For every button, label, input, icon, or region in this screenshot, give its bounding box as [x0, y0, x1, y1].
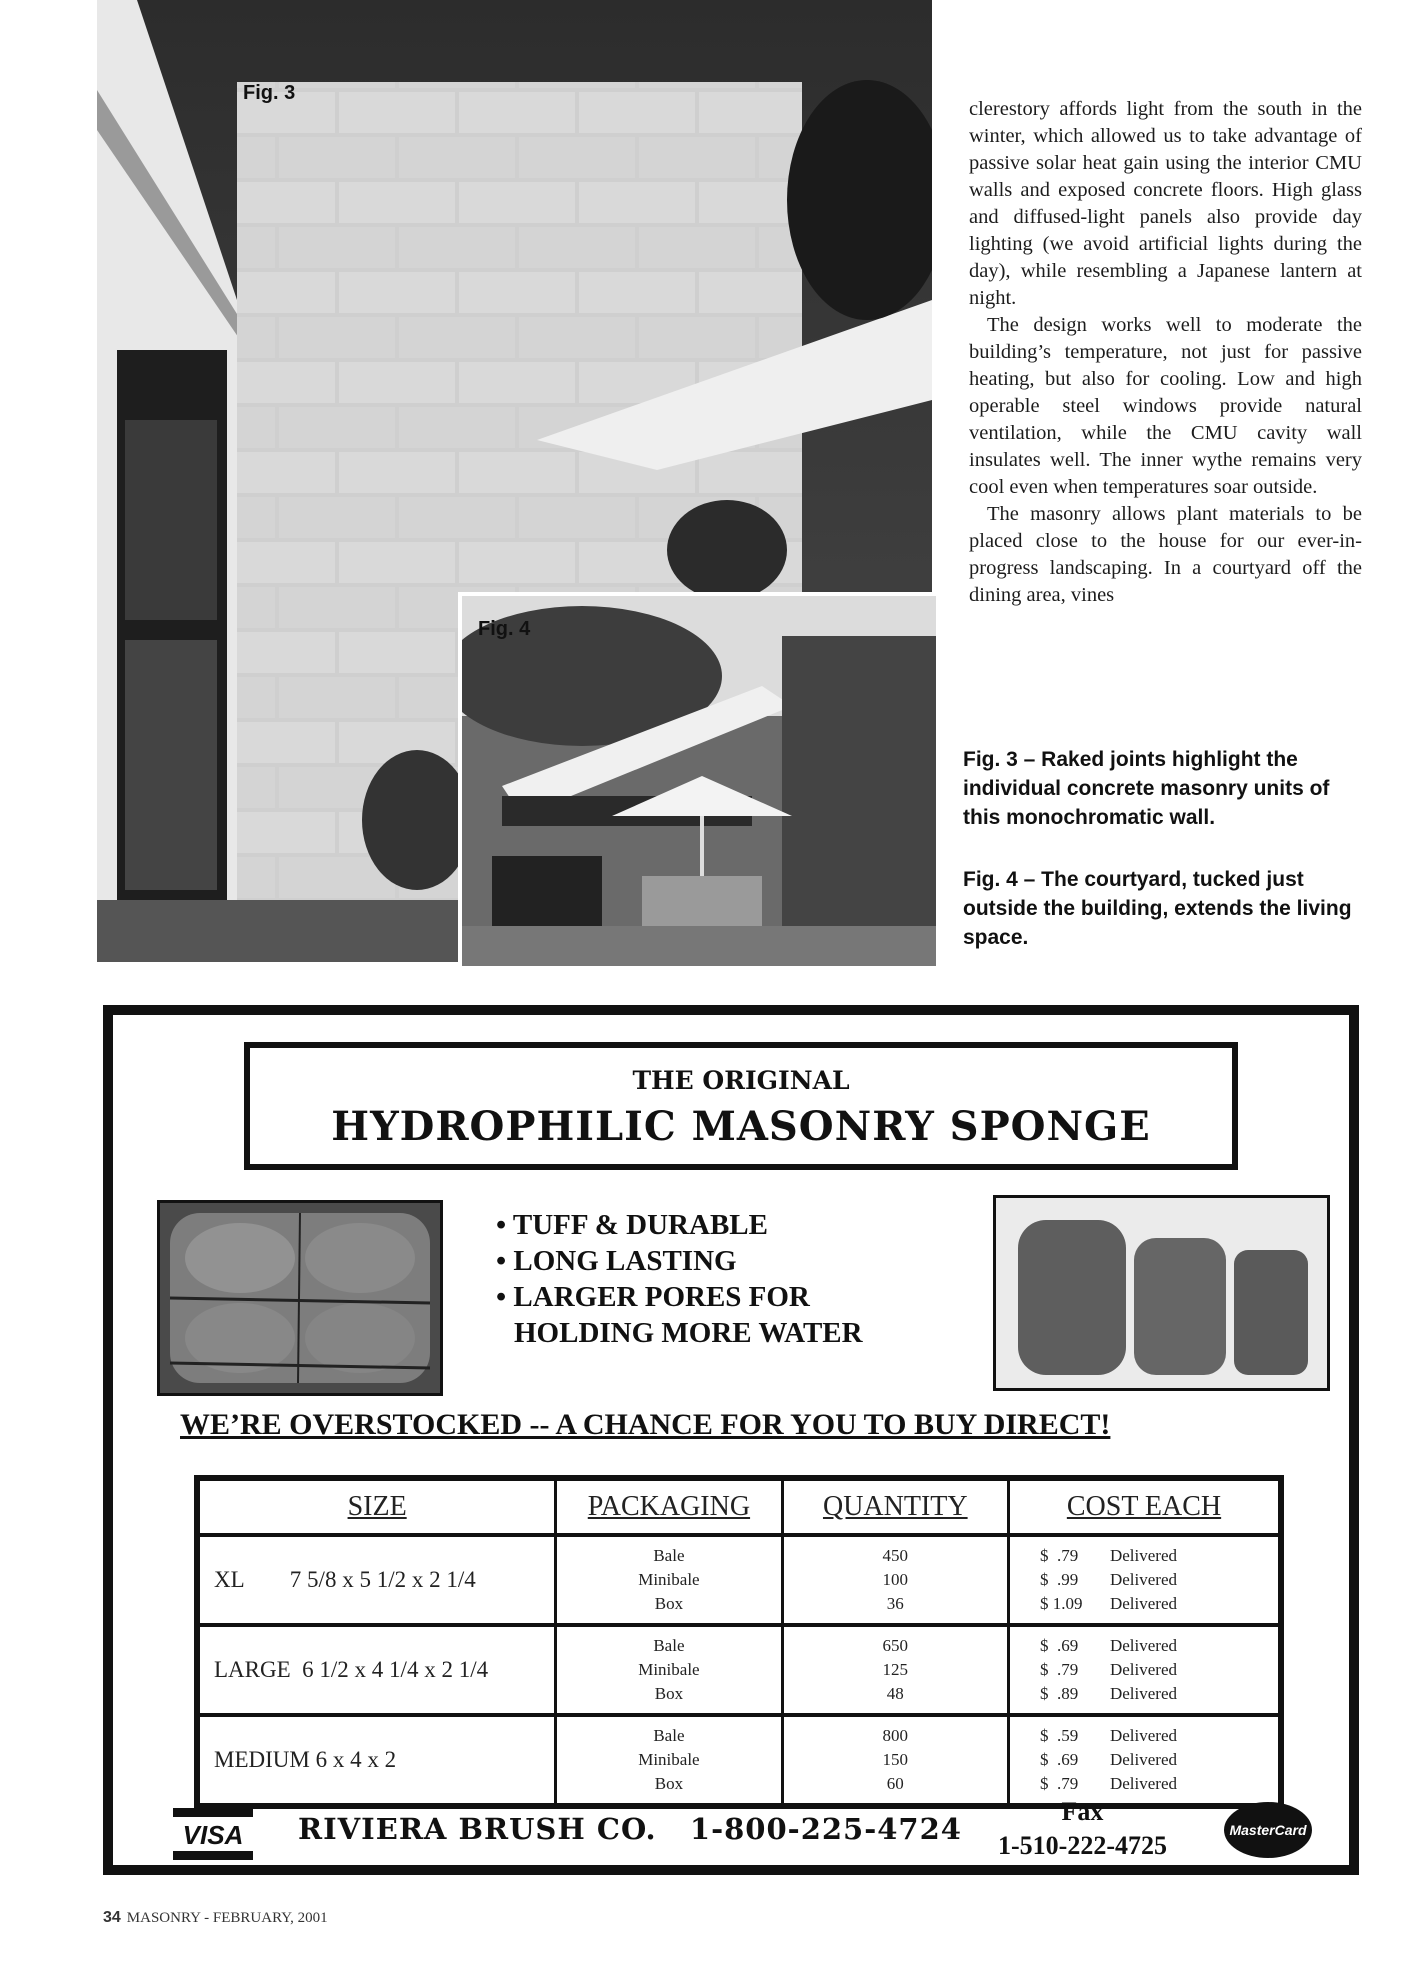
- size-cell: XL 7 5/8 x 5 1/2 x 2 1/4: [200, 1535, 556, 1625]
- page-number: 34: [103, 1909, 121, 1926]
- packaging-cell: [556, 1535, 782, 1625]
- cost-amount: $ .69: [1039, 1636, 1079, 1655]
- packaging-value: Box: [654, 1594, 684, 1613]
- feature-item: HOLDING MORE WATER: [514, 1317, 863, 1349]
- feature-item: • LONG LASTING: [496, 1245, 737, 1277]
- quantity-value: 450: [882, 1546, 909, 1565]
- quantity-value: 100: [882, 1570, 909, 1589]
- feature-item: • LARGER PORES FOR: [496, 1281, 810, 1313]
- fax-number: 1-510-222-4725: [998, 1831, 1167, 1860]
- table-row: [200, 1625, 1278, 1715]
- cost-note: Delivered: [1109, 1570, 1178, 1589]
- overstock-headline: WE’RE OVERSTOCKED -- A CHANCE FOR YOU TO BUY DIRECT!: [180, 1408, 1111, 1441]
- cost-line: [1040, 1568, 1277, 1592]
- packaging-value: Bale: [653, 1726, 685, 1745]
- visa-logo-icon: [173, 1808, 253, 1860]
- cost-amount: $ .79: [1039, 1660, 1079, 1679]
- cost-line: [1040, 1772, 1277, 1796]
- cost-line: [1040, 1682, 1277, 1706]
- cost-amount: $ .69: [1039, 1750, 1079, 1769]
- cost-note: Delivered: [1109, 1660, 1178, 1679]
- ad-title: HYDROPHILIC MASONRY SPONGE: [331, 1103, 1151, 1150]
- cost-cell: [1008, 1715, 1278, 1803]
- packaging-value: Bale: [653, 1546, 685, 1565]
- feature-list: [496, 1207, 863, 1351]
- sponge-sizes-image: [996, 1198, 1327, 1388]
- packaging-cell: [556, 1715, 782, 1803]
- sponge-advertisement: [103, 1005, 1359, 1875]
- column-header-cost: COST EACH: [1008, 1481, 1278, 1535]
- fax-block: [998, 1795, 1167, 1863]
- cost-note: Delivered: [1109, 1774, 1178, 1793]
- table-row: [200, 1535, 1278, 1625]
- cost-line: [1040, 1724, 1277, 1748]
- cost-amount: $ .79: [1039, 1546, 1079, 1565]
- cost-line: [1040, 1592, 1277, 1616]
- column-header-packaging: PACKAGING: [556, 1481, 782, 1535]
- fig3-label: Fig. 3: [243, 82, 296, 104]
- size-cell: MEDIUM 6 x 4 x 2: [214, 1747, 397, 1772]
- quantity-cell: [782, 1535, 1008, 1625]
- cost-note: Delivered: [1109, 1750, 1178, 1769]
- quantity-value: 48: [886, 1684, 904, 1703]
- quantity-cell: [782, 1715, 1008, 1803]
- fig4-caption: Fig. 4 – The courtyard, tucked just outside the building, extends the living space.: [963, 868, 1352, 949]
- cost-note: Delivered: [1109, 1594, 1178, 1613]
- cost-line: [1040, 1658, 1277, 1682]
- fig4-label: Fig. 4: [478, 618, 531, 640]
- quantity-value: 125: [882, 1660, 909, 1679]
- courtyard-illustration: [462, 596, 936, 966]
- quantity-value: 36: [886, 1594, 904, 1613]
- cost-amount: $ 1.09: [1039, 1594, 1083, 1613]
- cost-amount: $ .59: [1039, 1726, 1079, 1745]
- fig4-photo: [458, 592, 940, 970]
- feature-item: • TUFF & DURABLE: [496, 1209, 768, 1241]
- cost-line: [1040, 1748, 1277, 1772]
- packaging-value: Bale: [653, 1636, 685, 1655]
- cost-line: [1040, 1634, 1277, 1658]
- size-cell: LARGE 6 1/2 x 4 1/4 x 2 1/4: [200, 1625, 556, 1715]
- cost-note: Delivered: [1109, 1546, 1178, 1565]
- packaging-value: Box: [654, 1774, 684, 1793]
- sponge-sizes-photo: [993, 1195, 1330, 1391]
- fig3-caption: Fig. 3 – Raked joints highlight the individual concrete masonry units of this monochromatic wall.: [963, 748, 1330, 829]
- company-contact: RIVIERA BRUSH CO. 1-800-225-4724: [298, 1812, 962, 1846]
- table-row: [200, 1715, 1278, 1803]
- quantity-value: 60: [886, 1774, 904, 1793]
- cost-amount: $ .79: [1039, 1774, 1079, 1793]
- column-header-size: SIZE: [200, 1481, 556, 1535]
- cost-note: Delivered: [1109, 1636, 1178, 1655]
- cost-cell: [1008, 1625, 1278, 1715]
- cost-note: Delivered: [1109, 1684, 1178, 1703]
- packaging-value: Box: [654, 1684, 684, 1703]
- article-body: [969, 96, 1362, 609]
- cost-cell: [1008, 1535, 1278, 1625]
- packaging-cell: [556, 1625, 782, 1715]
- cost-line: [1040, 1544, 1277, 1568]
- sponge-bale-image: [160, 1203, 440, 1393]
- cost-amount: $ .99: [1039, 1570, 1079, 1589]
- quantity-value: 650: [882, 1636, 909, 1655]
- page-footer: [103, 1909, 328, 1927]
- packaging-value: Minibale: [638, 1570, 700, 1589]
- quantity-value: 800: [882, 1726, 909, 1745]
- article-paragraph: The masonry allows plant materials to be placed close to the house for our ever-in-progress landscaping. In a courtyard off the dining area, vines: [969, 503, 1362, 606]
- sponge-bale-photo: [157, 1200, 443, 1396]
- ad-subtitle: THE ORIGINAL: [632, 1066, 850, 1095]
- visa-logo-text: VISA: [182, 1820, 244, 1850]
- packaging-value: Minibale: [638, 1660, 700, 1679]
- price-table: [194, 1475, 1284, 1809]
- publication-info: MASONRY - FEBRUARY, 2001: [126, 1910, 328, 1926]
- ad-title-box: [244, 1042, 1238, 1170]
- mastercard-logo-icon: [1223, 1800, 1313, 1860]
- article-paragraph: clerestory affords light from the south in the winter, which allowed us to take advantage of passive solar heat gain using the interior CMU walls and exposed concrete floors. High glass and diffused-light panels also provide day lighting (we avoid artificial lights during the day), while resembling a Japanese lantern at night.: [969, 98, 1362, 309]
- cost-note: Delivered: [1109, 1726, 1178, 1745]
- cost-amount: $ .89: [1039, 1684, 1079, 1703]
- quantity-cell: [782, 1625, 1008, 1715]
- article-paragraph: The design works well to moderate the building’s temperature, not just for passive heating, but also for cooling. Low and high operable steel windows provide natural ventilation, while the CMU cavity wall insulates well. The inner wythe remains very cool even when temperatures soar outside.: [969, 314, 1362, 498]
- quantity-value: 150: [882, 1750, 909, 1769]
- table-header-row: [200, 1481, 1278, 1535]
- column-header-quantity: QUANTITY: [782, 1481, 1008, 1535]
- mastercard-logo-text: MasterCard: [1229, 1822, 1307, 1838]
- fax-label: Fax: [1061, 1797, 1104, 1826]
- packaging-value: Minibale: [638, 1750, 700, 1769]
